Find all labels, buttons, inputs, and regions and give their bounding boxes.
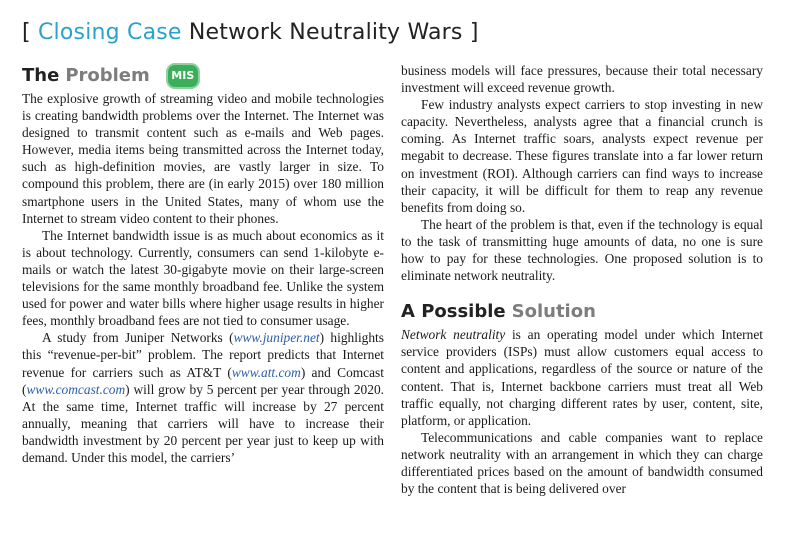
close-bracket: ] [469, 20, 479, 45]
text-span: A study from Juniper Networks ( [42, 330, 234, 346]
case-title: Network Neutrality Wars [188, 20, 463, 45]
comcast-link[interactable]: www.comcast.com [26, 381, 126, 397]
problem-paragraph-1: The explosive growth of streaming video and mobile technologies is creating bandwidth problems over the Internet. The Internet was designed to transmit content such as e-mails and Web pages. However, media items being transmitted across the Internet today, such as high-definition movies, are vastly larger in size. To compound this problem, there are (in early 2015) over 180 million smartphone users in the United States, many of whom use the Internet to stream video content to their phones. [22, 91, 384, 226]
case-label: Closing Case [38, 20, 182, 45]
network-neutrality-term: Network neutrality [401, 327, 506, 343]
text-span: ) highlights this “revenue-per-bit” problem. The report predicts that Internet revenue for carriers such as AT&T ( [22, 330, 384, 380]
mis-badge-label: MIS [171, 69, 195, 82]
problem-heading-gray: Problem [65, 65, 150, 86]
problem-heading-dark: The [22, 65, 60, 86]
solution-paragraph-2: Telecommunications and cable companies want to replace network neutrality with an arrangement in which they can charge differentiated prices based on the amount of bandwidth consumed by the content that is being delivered over [401, 429, 763, 497]
att-link[interactable]: www.att.com [231, 364, 301, 380]
text-span: ) and Comcast ( [22, 364, 384, 397]
open-bracket: [ [22, 20, 31, 45]
problem-paragraph-5: The heart of the problem is that, even if the technology is equal to the task of transmitting huge amounts of data, no one is sure how to pay for these technologies. One proposed solution is to eliminate network neutrality. [401, 216, 763, 284]
case-header [22, 20, 479, 45]
solution-heading [401, 298, 763, 326]
problem-paragraph-2: The Internet bandwidth issue is as much about economics as it is about technology. Currently, consumers can send 1-kilobyte e-mails or watch the latest 30-gigabyte movie on their large-screen televisions for the same monthly broadband fee. Unlike the system used for power and water bills where higher usage results in higher fees, monthly broadband fees are not tied to consumer usage. [22, 227, 384, 329]
problem-paragraph-3 [22, 329, 384, 466]
text-span: is an operating model under which Internet service providers (ISPs) must allow customers equal access to content and applications, regardless of the source or nature of the content. That is, Internet backbone carriers must treat all Web traffic equally, not charging different rates by user, content, site, platform, or application. [401, 327, 763, 428]
text-span: ) will grow by 5 percent per year through 2020. At the same time, Internet traffic will increase by 27 percent annually, meaning that carriers will have to increase their bandwidth investment by 20 percent per year just to keep up with demand. Under this model, the carriers’ [22, 381, 384, 465]
problem-paragraph-4: Few industry analysts expect carriers to stop investing in new capacity. Nevertheless, analysts agree that a financial crunch is coming. As Internet traffic soars, analysts expect revenue per megabit to decrease. These figures translate into a far lower return on investment (ROI). Although carriers can find ways to increase their capacity, it will be difficult for them to reap any revenue benefits from doing so. [401, 97, 763, 215]
problem-heading [22, 62, 384, 90]
solution-heading-gray: Solution [511, 301, 596, 323]
mis-badge-icon [166, 63, 200, 89]
left-column [22, 62, 384, 466]
juniper-link[interactable]: www.juniper.net [233, 330, 320, 346]
solution-heading-dark: A Possible [401, 301, 506, 323]
solution-paragraph-1 [401, 326, 763, 429]
right-column [401, 62, 763, 497]
problem-continued-paragraph: business models will face pressures, because their total necessary investment will exceed revenue growth. [401, 63, 763, 96]
